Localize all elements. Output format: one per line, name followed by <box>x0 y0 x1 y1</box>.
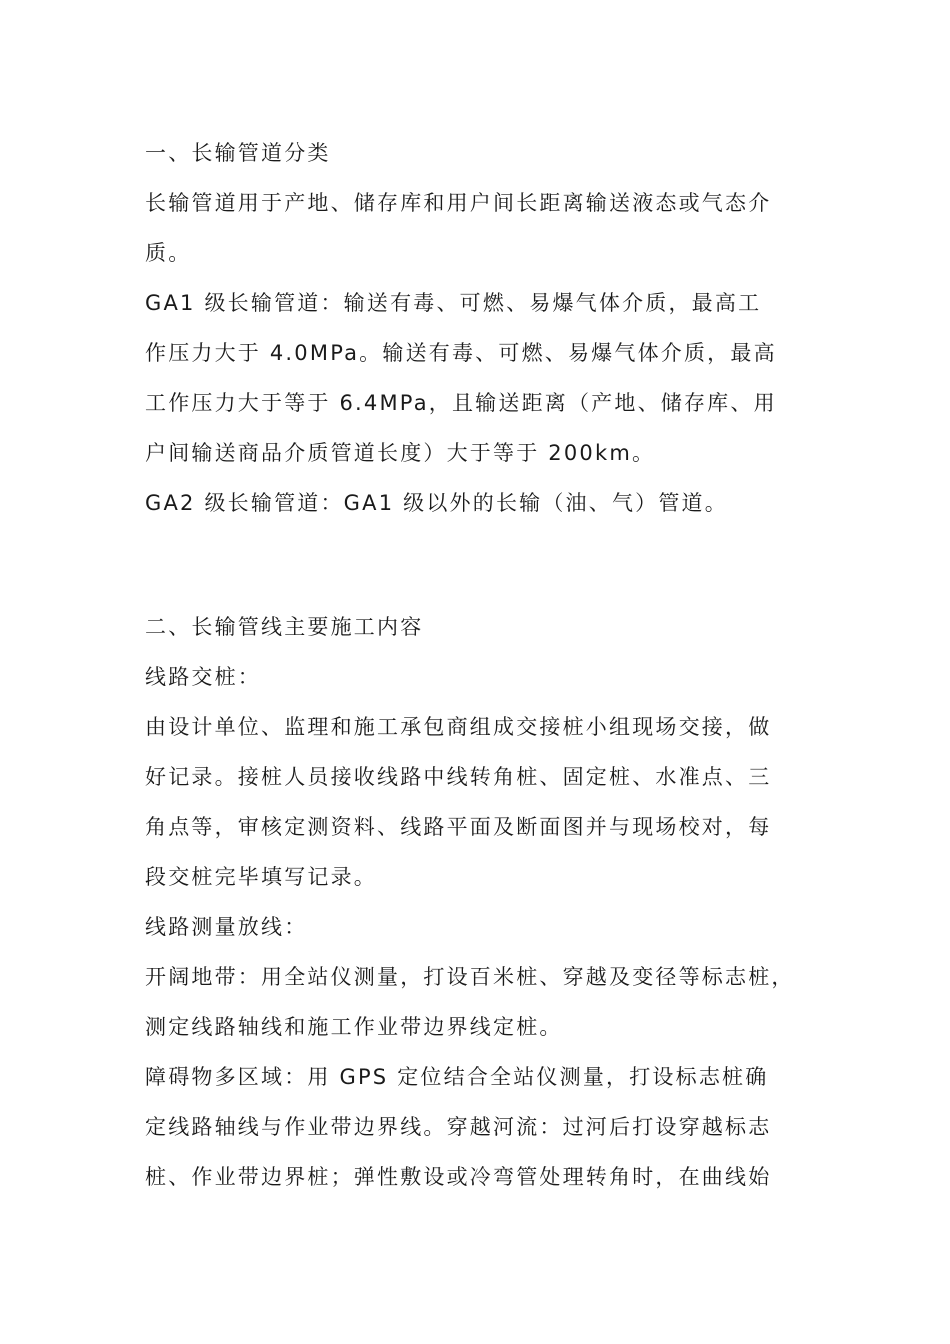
section-gap <box>145 528 825 602</box>
ga1-line-4: 户间输送商品介质管道长度）大于等于 200km。 <box>145 441 656 465</box>
ga2-line-1: GA2 级长输管道：GA1 级以外的长输（油、气）管道。 <box>145 491 728 515</box>
obstacle-area-line-1: 障碍物多区域：用 GPS 定位结合全站仪测量，打设标志桩确 <box>145 1065 769 1089</box>
document-body <box>145 128 825 1202</box>
handover-line-3: 角点等，审核定测资料、线路平面及断面图并与现场校对，每 <box>145 815 772 839</box>
ga1-line-2: 作压力大于 4.0MPa。输送有毒、可燃、易爆气体介质，最高 <box>145 341 777 365</box>
open-area-line-2: 测定线路轴线和施工作业带边界线定桩。 <box>145 1015 563 1039</box>
section1-heading: 一、长输管道分类 <box>145 141 331 165</box>
obstacle-area-line-3: 桩、作业带边界桩；弹性敷设或冷弯管处理转角时，在曲线始 <box>145 1165 772 1189</box>
survey-title: 线路测量放线： <box>145 915 308 939</box>
section2-heading: 二、长输管线主要施工内容 <box>145 615 424 639</box>
ga1-line-1: GA1 级长输管道：输送有毒、可燃、易爆气体介质，最高工 <box>145 291 762 315</box>
open-area-line-1: 开阔地带：用全站仪测量，打设百米桩、穿越及变径等标志桩， <box>145 965 795 989</box>
obstacle-area-line-2: 定线路轴线与作业带边界线。穿越河流：过河后打设穿越标志 <box>145 1115 772 1139</box>
handover-line-2: 好记录。接桩人员接收线路中线转角桩、固定桩、水准点、三 <box>145 765 772 789</box>
ga1-line-3: 工作压力大于等于 6.4MPa，且输送距离（产地、储存库、用 <box>145 391 777 415</box>
handover-title: 线路交桩： <box>145 665 261 689</box>
section1-intro-line-2: 质。 <box>145 241 192 265</box>
handover-line-4: 段交桩完毕填写记录。 <box>145 865 377 889</box>
handover-line-1: 由设计单位、监理和施工承包商组成交接桩小组现场交接，做 <box>145 715 772 739</box>
section1-intro-line-1: 长输管道用于产地、储存库和用户间长距离输送液态或气态介 <box>145 191 772 215</box>
